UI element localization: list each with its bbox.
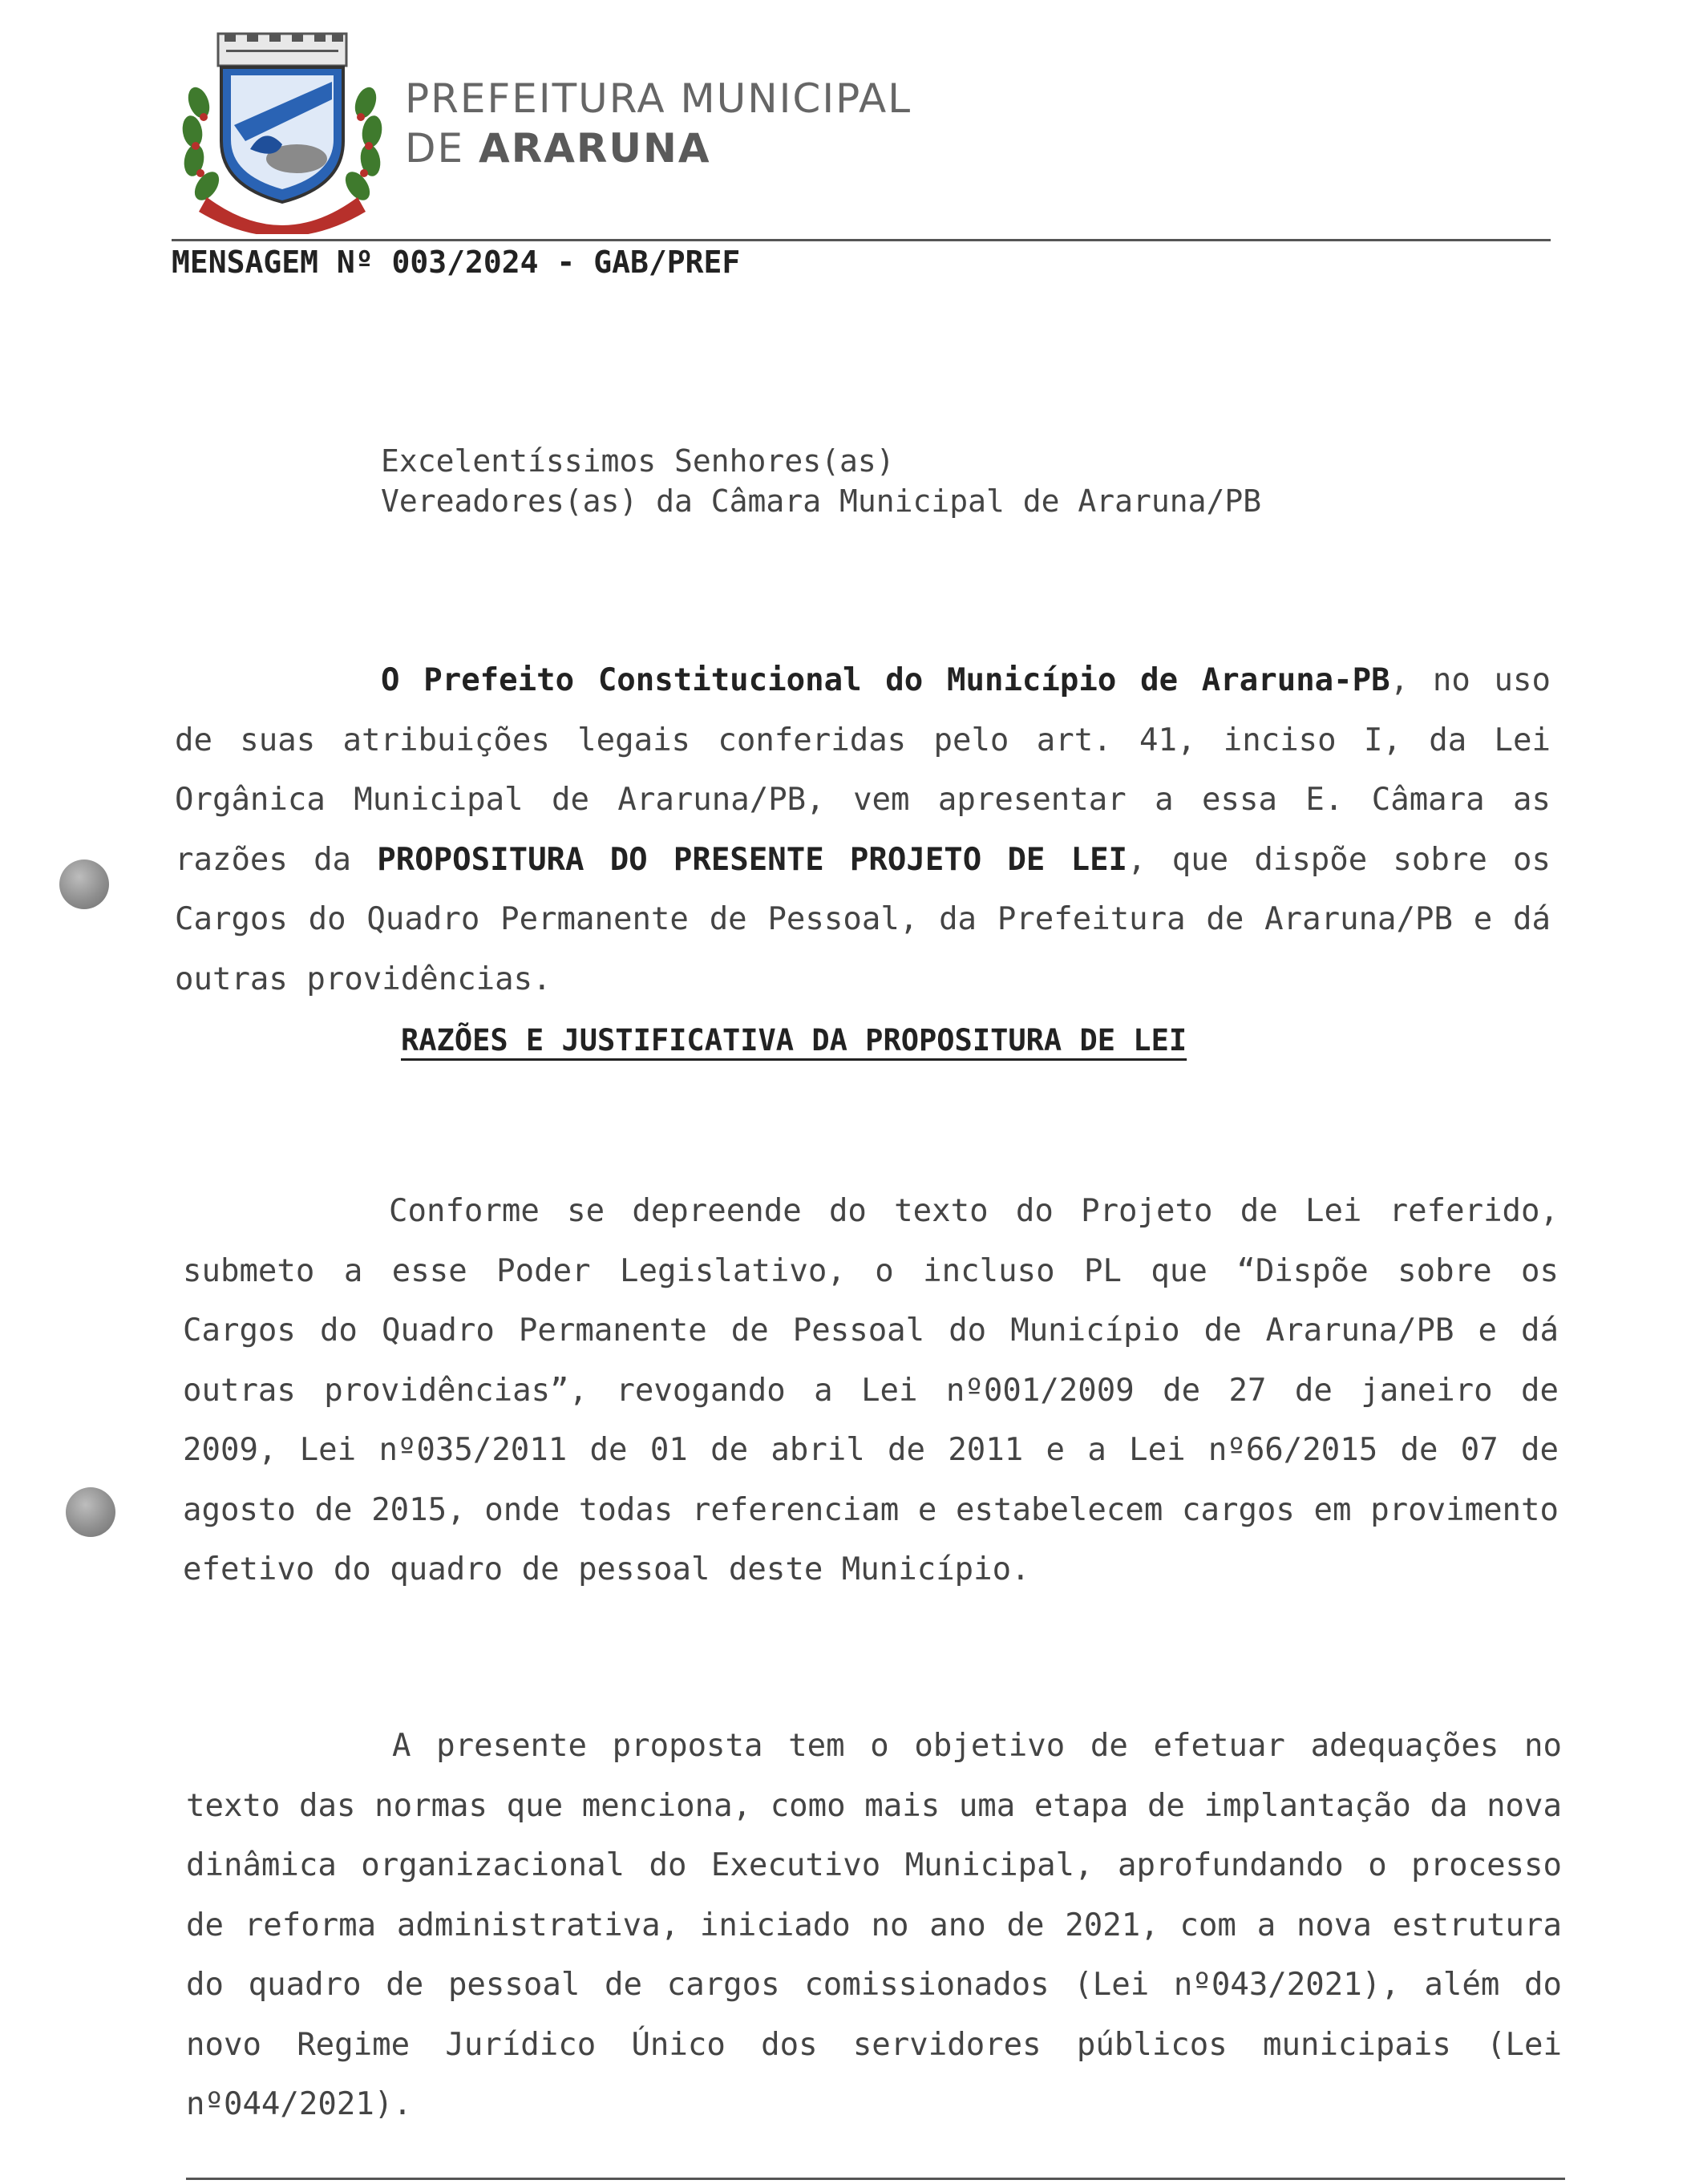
addressee-line1: Excelentíssimos Senhores(as) (381, 443, 895, 479)
organization-name-line1: PREFEITURA MUNICIPAL (405, 75, 912, 122)
footer-divider (186, 2178, 1565, 2180)
addressee-line2: Vereadores(as) da Câmara Municipal de Araruna/PB (381, 483, 1262, 519)
organization-name (405, 74, 912, 173)
intro-paragraph (175, 651, 1551, 1009)
coat-of-arms-icon (172, 29, 393, 234)
intro-text-a: , no uso de suas atribuições legais conferidas pelo art. 41, inciso I, da Lei Orgânica Municipal de Araruna/PB, vem apresentar a essa E. Câmara as razões da (175, 662, 1551, 878)
paragraph-2-text: A presente proposta tem o objetivo de efetuar adequações no texto das normas que menciona, como mais uma etapa de implantação da nova dinâmica organizacional do Executivo Municipal, aprofundando o processo de reforma administrativa, iniciado no ano de 2021, com a nova estrutura do quadro de pessoal de cargos comissionados (Lei nº043/2021), além do novo Regime Jurídico Único dos servidores públicos municipais (Lei nº044/2021). (186, 1728, 1562, 2122)
organization-name-line2 (405, 123, 912, 173)
header-divider (172, 239, 1551, 241)
justification-paragraph-1 (183, 1182, 1559, 1600)
punch-hole-icon (66, 1487, 115, 1537)
section-heading: RAZÕES E JUSTIFICATIVA DA PROPOSITURA DE LEI (401, 1023, 1187, 1058)
addressee-block (381, 441, 1261, 521)
organization-name-city: ARARUNA (479, 125, 711, 172)
organization-name-prefix: DE (405, 125, 479, 172)
intro-bold-lead: O Prefeito Constitucional do Município de Araruna-PB (381, 662, 1390, 698)
punch-hole-icon (59, 859, 109, 909)
paragraph-1-text: Conforme se depreende do texto do Projeto de Lei referido, submeto a esse Poder Legislativo, o incluso PL que “Dispõe sobre os Cargos do Quadro Permanente de Pessoal do Município de Araruna/PB e dá outras providências”, revogando a Lei nº001/2009 de 27 de janeiro de 2009, Lei nº035/2011 de 01 de abril de 2011 e a Lei nº66/2015 de 07 de agosto de 2015, onde todas referenciam e estabelecem cargos em provimento efetivo do quadro de pessoal deste Município. (183, 1193, 1559, 1587)
intro-bold-mid: PROPOSITURA DO PRESENTE PROJETO DE LEI (377, 841, 1128, 878)
svg-text:ARARUNA: ARARUNA (252, 210, 313, 223)
intro-text-b: , que dispõe sobre os Cargos do Quadro Permanente de Pessoal, da Prefeitura de Araruna/PB e dá outras providências. (175, 841, 1551, 997)
message-id: MENSAGEM Nº 003/2024 - GAB/PREF (172, 245, 741, 280)
justification-paragraph-2 (186, 1717, 1562, 2135)
